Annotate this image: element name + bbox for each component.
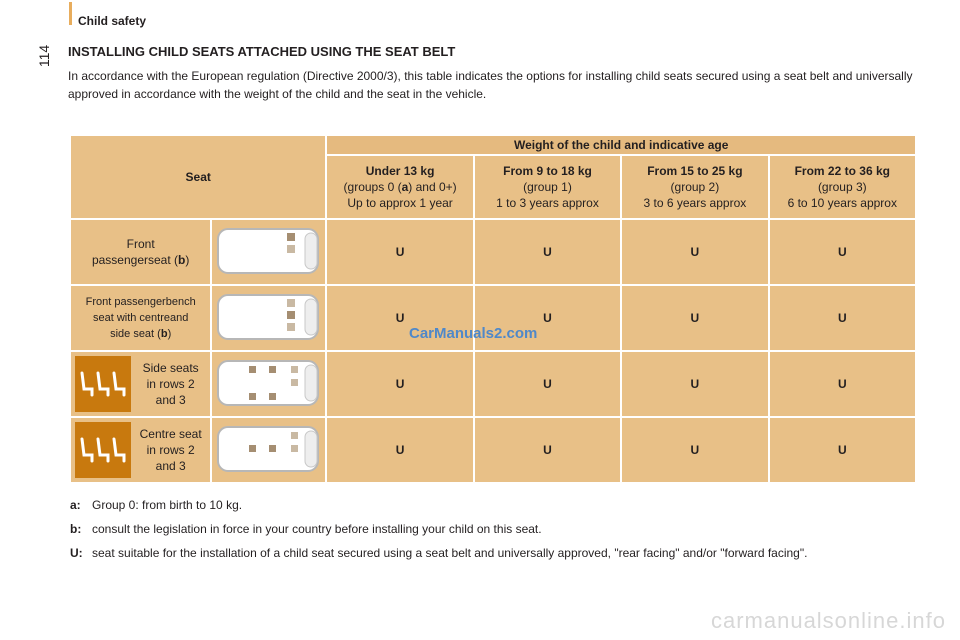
- column-header: From 15 to 25 kg (group 2) 3 to 6 years approx: [621, 155, 768, 219]
- compat-cell: U: [621, 219, 768, 285]
- van-front-seat-icon: [217, 227, 321, 275]
- weight-header: Weight of the child and indicative age: [326, 135, 916, 155]
- van-side-seats-icon: [217, 359, 321, 407]
- compat-cell: U: [474, 219, 621, 285]
- footnote-item: U: seat suitable for the installation of a child seat secured using a seat belt and universally approved, "rear facing" and/or "forward facing".: [70, 546, 808, 560]
- van-diagram-cell: [211, 219, 326, 285]
- compat-cell: U: [474, 285, 621, 351]
- column-header: From 22 to 36 kg (group 3) 6 to 10 years approx: [769, 155, 916, 219]
- seat-label-cell: Side seats in rows 2 and 3: [70, 351, 211, 417]
- intro-paragraph: In accordance with the European regulation (Directive 2000/3), this table indicates the options for installing child seats secured using a seat belt and universally approved in accordance with the weight of the child and the seat in the vehicle.: [68, 69, 913, 101]
- child-seat-table: [70, 135, 916, 483]
- footnote-item: a: Group 0: from birth to 10 kg.: [70, 498, 243, 512]
- compat-cell: U: [769, 351, 916, 417]
- section-accent-bar: [69, 2, 72, 25]
- compat-cell: U: [769, 417, 916, 483]
- footnote-item: b: consult the legislation in force in your country before installing your child on this seat.: [70, 522, 542, 536]
- table-row: [70, 219, 916, 285]
- seat-header: Seat: [70, 135, 326, 219]
- seat-label-cell: Front passengerbench seat with centreand side seat (b): [70, 285, 211, 351]
- van-diagram-cell: [211, 285, 326, 351]
- page-number: 114: [36, 44, 52, 68]
- column-header: Under 13 kg (groups 0 (a) and 0+) Up to approx 1 year: [326, 155, 473, 219]
- compat-cell: U: [474, 417, 621, 483]
- section-label: Child safety: [78, 14, 147, 28]
- child-seats-icon: [75, 422, 131, 478]
- van-diagram-cell: [211, 351, 326, 417]
- compat-cell: U: [326, 417, 473, 483]
- compat-cell: U: [621, 351, 768, 417]
- column-header: From 9 to 18 kg (group 1) 1 to 3 years approx: [474, 155, 621, 219]
- compat-cell: U: [326, 285, 473, 351]
- seat-label-cell: Front passengerseat (b): [70, 219, 211, 285]
- compat-cell: U: [621, 285, 768, 351]
- child-seats-icon: [75, 356, 131, 412]
- van-centre-seats-icon: [217, 425, 321, 473]
- van-diagram-cell: [211, 417, 326, 483]
- page-title: INSTALLING CHILD SEATS ATTACHED USING THE SEAT BELT: [68, 44, 456, 59]
- table-row: [70, 351, 916, 417]
- compat-cell: U: [474, 351, 621, 417]
- table-row: [70, 417, 916, 483]
- compat-cell: U: [326, 219, 473, 285]
- watermark-link[interactable]: CarManuals2.com: [409, 325, 538, 342]
- compat-cell: U: [769, 219, 916, 285]
- footnotes: [70, 497, 940, 569]
- van-front-bench-icon: [217, 293, 321, 341]
- compat-cell: U: [621, 417, 768, 483]
- compat-cell: U: [769, 285, 916, 351]
- compat-cell: U: [326, 351, 473, 417]
- footer-watermark: carmanualsonline.info: [710, 608, 946, 633]
- seat-label-cell: Centre seat in rows 2 and 3: [70, 417, 211, 483]
